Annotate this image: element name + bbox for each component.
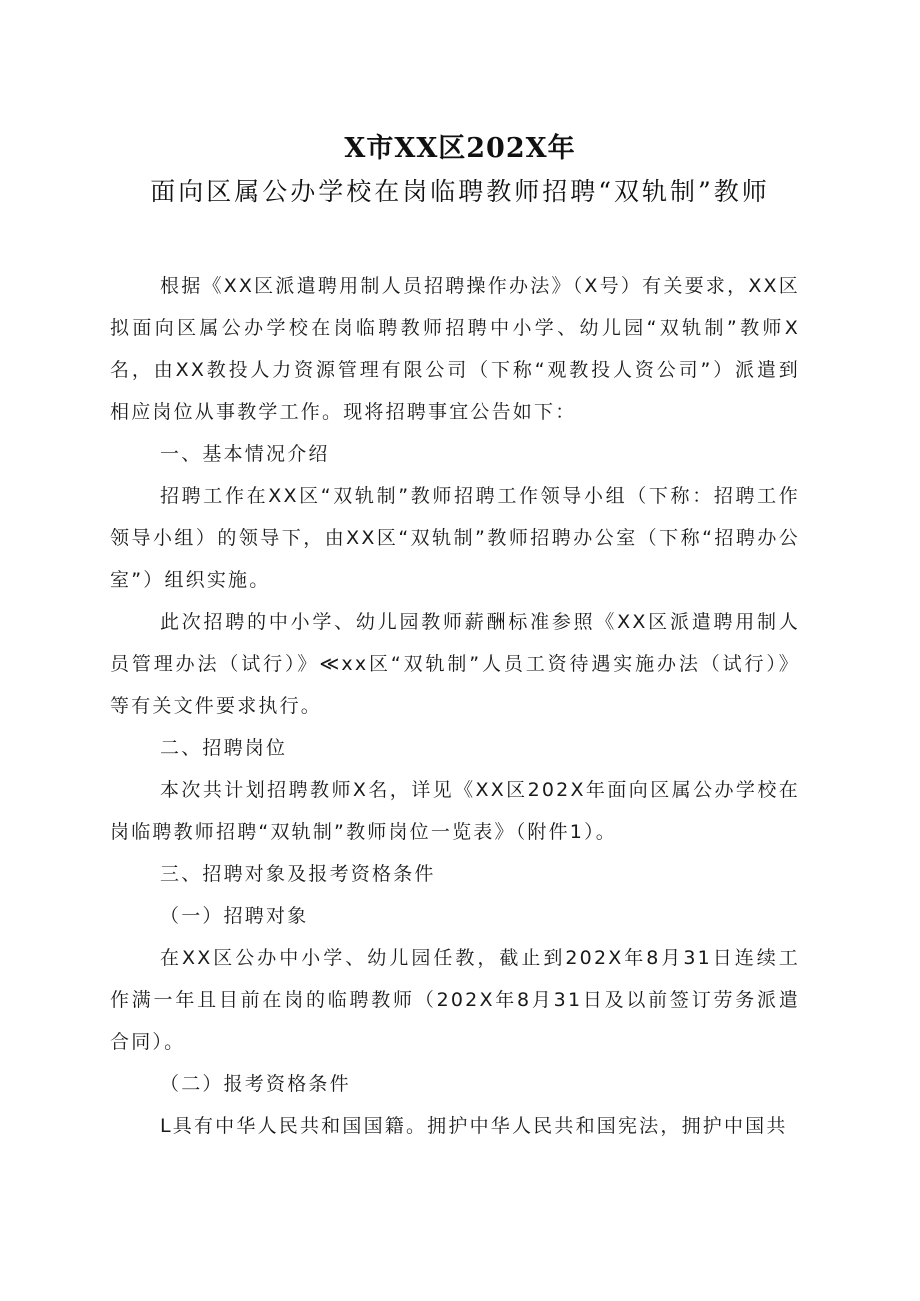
paragraph-salary: 此次招聘的中小学、幼儿园教师薪酬标准参照《XX区派遣聘用制人员管理办法（试行）》≪xx区“双轨制”人员工资待遇实施办法（试行）》等有关文件要求执行。: [110, 611, 800, 717]
paragraph-positions: 本次共计划招聘教师X名，详见《XX区202X年面向区属公办学校在岗临聘教师招聘“双轨制”教师岗位一览表》（附件1）。: [110, 779, 800, 843]
document-body: [110, 265, 800, 1147]
section-heading-eligibility: 三、招聘对象及报考资格条件: [160, 863, 436, 885]
paragraph-organization: 招聘工作在XX区“双轨制”教师招聘工作领导小组（下称：招聘工作领导小组）的领导下，由XX区“双轨制”教师招聘办公室（下称“招聘办公室”）组织实施。: [110, 485, 800, 591]
document-title-line2: 面向区属公办学校在岗临聘教师招聘“双轨制”教师: [150, 177, 770, 206]
subheading-qualifications: （二）报考资格条件: [160, 1073, 351, 1095]
subheading-recruitment-target: （一）招聘对象: [160, 905, 309, 927]
section-heading-basic-info: 一、基本情况介绍: [160, 443, 330, 465]
intro-paragraph: 根据《XX区派遣聘用制人员招聘操作办法》（X号）有关要求，XX区拟面向区属公办学校在岗临聘教师招聘中小学、幼儿园“双轨制”教师X名，由XX教投人力资源管理有限公司（下称“观教投人资公司”）派遣到相应岗位从事教学工作。现将招聘事宜公告如下：: [110, 275, 800, 423]
section-heading-positions: 二、招聘岗位: [160, 737, 288, 759]
document-title-line1: X市XX区202X年: [344, 133, 576, 164]
paragraph-qualification-1: L具有中华人民共和国国籍。拥护中华人民共和国宪法，拥护中国共: [160, 1115, 788, 1137]
paragraph-recruitment-target: 在XX区公办中小学、幼儿园任教，截止到202X年8月31日连续工作满一年且目前在岗的临聘教师（202X年8月31日及以前签订劳务派遣合同）。: [110, 947, 800, 1053]
